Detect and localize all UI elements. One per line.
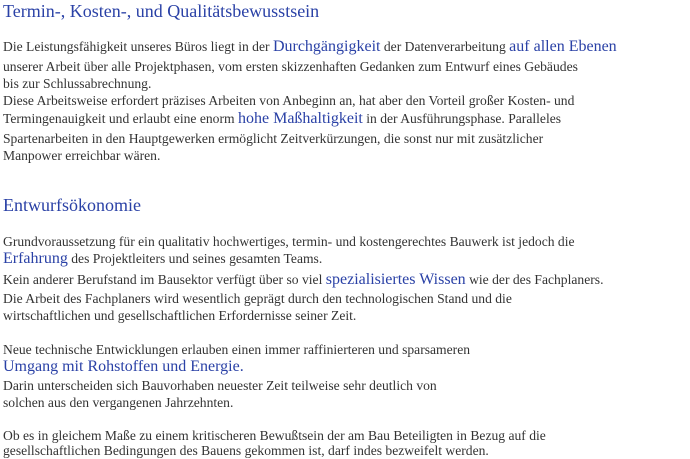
paragraph-line xyxy=(3,250,322,267)
paragraph-line: bis zur Schlussabrechnung. xyxy=(3,76,152,91)
section-heading-design-economy: Entwurfsökonomie xyxy=(3,195,141,215)
highlight-umgang-rohstoffe-energie: Umgang mit Rohstoffen und Energie xyxy=(3,358,240,375)
text-run: Die Leistungsfähigkeit unseres Büros liegt in der xyxy=(3,39,273,54)
paragraph-line: Die Arbeit des Fachplaners wird wesentlich geprägt durch den technologischen Stand und die xyxy=(3,291,512,306)
paragraph-line: gesellschaftlichen Bedingungen des Bauens gekommen ist, darf indes bezweifelt werden. xyxy=(3,443,489,458)
paragraph-line: unserer Arbeit über alle Projektphasen, vom ersten skizzenhaften Gedanken zum Entwurf eines Gebäudes xyxy=(3,59,578,74)
paragraph-line: solchen aus den vergangenen Jahrzehnten. xyxy=(3,395,234,410)
paragraph-line: Diese Arbeitsweise erfordert präzises Arbeiten von Anbeginn an, hat aber den Vorteil großer Kosten- und xyxy=(3,93,575,108)
paragraph-line xyxy=(3,358,244,375)
highlight-auf-allen-ebenen: auf allen Ebenen xyxy=(509,38,617,55)
paragraph-line: wirtschaftlichen und gesellschaftlichen Erfordernisse seiner Zeit. xyxy=(3,308,357,323)
highlight-durchgaengigkeit: Durchgängigkeit xyxy=(272,38,381,55)
text-run: des Projektleiters und seines gesamten Teams. xyxy=(67,251,323,266)
section-heading-quality: Termin-, Kosten-, und Qualitätsbewusstsein xyxy=(3,1,320,21)
paragraph-line: Neue technische Entwicklungen erlauben einen immer raffinierteren und sparsameren xyxy=(3,342,471,357)
text-run: . xyxy=(239,358,244,375)
paragraph-line: Darin unterscheiden sich Bauvorhaben neuester Zeit teilweise sehr deutlich von xyxy=(3,378,437,393)
paragraph-line: Ob es in gleichem Maße zu einem kritischeren Bewußtsein der am Bau Beteiligten in Bezug auf die xyxy=(3,428,546,443)
paragraph-line xyxy=(3,110,561,127)
text-run: Termingenauigkeit und erlaubt eine enorm xyxy=(3,111,238,126)
text-run: wie der des Fachplaners. xyxy=(465,272,604,287)
paragraph-line: Manpower erreichbar wären. xyxy=(3,148,161,163)
highlight-erfahrung: Erfahrung xyxy=(3,250,68,267)
paragraph-line xyxy=(3,271,603,288)
text-run: in der Ausführungsphase. Paralleles xyxy=(362,111,562,126)
text-run: der Datenverarbeitung xyxy=(380,39,510,54)
paragraph-line: Grundvoraussetzung für ein qualitativ hochwertiges, termin- und kostengerechtes Bauwerk ist jedoch die xyxy=(3,234,575,249)
paragraph-line xyxy=(3,38,617,55)
highlight-hohe-masshaltigkeit: hohe Maßhaltigkeit xyxy=(237,110,363,127)
paragraph-line: Spartenarbeiten in den Hauptgewerken ermöglicht Zeitverkürzungen, die sonst nur mit zusätzlicher xyxy=(3,131,544,146)
highlight-spezialisiertes-wissen: spezialisiertes Wissen xyxy=(325,271,466,288)
text-run: Kein anderer Berufstand im Bausektor verfügt über so viel xyxy=(3,272,326,287)
